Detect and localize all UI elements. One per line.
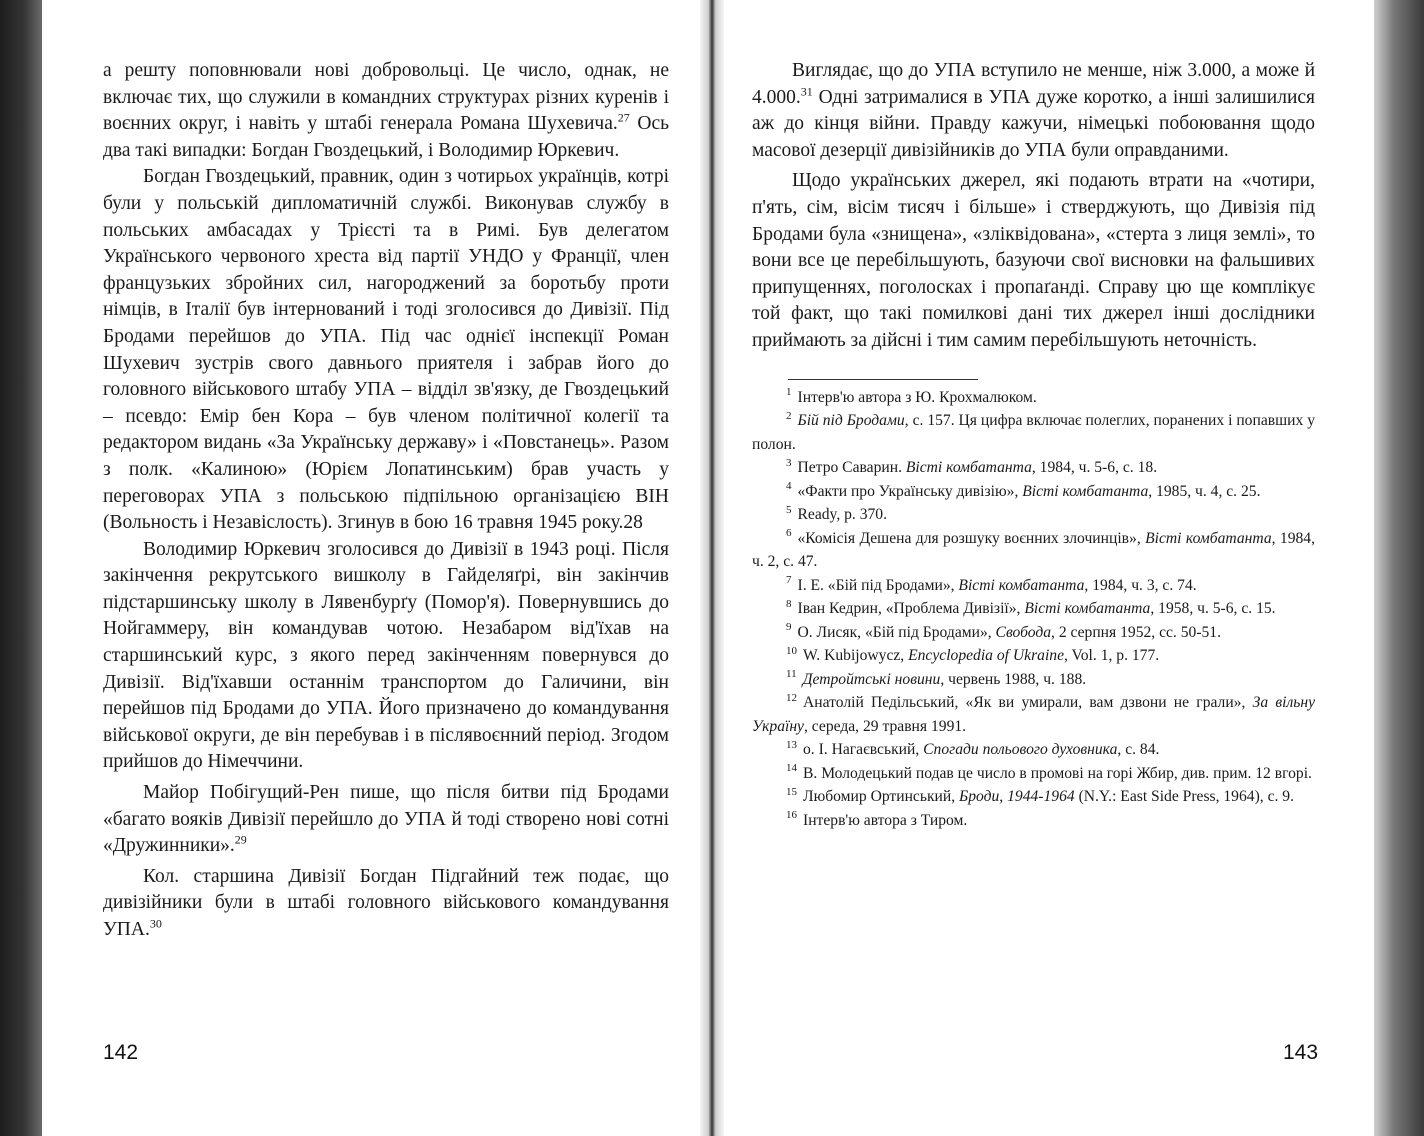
footnote-text: , 2 серпня 1952, сс. 50-51. [1051,623,1222,641]
footnote-text: В. Молодецький подав це число в промові на горі Жбир, див. прим. 12 вгорі. [803,764,1312,782]
footnote-title: Вісті комбатанта [905,459,1032,477]
footnote-1 [752,386,1315,410]
footnote-number: 6 [786,527,792,540]
page-number-left: 142 [103,1041,139,1064]
footnote-9 [752,621,1315,645]
footnote-number: 14 [786,762,797,775]
footnote-number: 2 [786,409,792,422]
footnote-number: 15 [786,785,797,798]
footnotes [752,386,1315,833]
footnote-number: 9 [786,621,792,634]
footnote-title: Спогади польового духовника [923,741,1118,759]
footnote-text: , червень 1988, ч. 188. [940,670,1087,688]
footnote-16 [752,809,1315,833]
footnote-number: 8 [786,597,792,610]
footnote-4 [752,480,1315,504]
footnote-title: Вісті комбатанта [1024,600,1151,618]
footnote-text: , с. 157. Ця цифра включає полеглих, поранених і попавших у полон. [752,412,1315,453]
footnote-text: , Vol. 1, p. 177. [1064,647,1160,665]
footnote-text: W. Kubijowycz, [803,647,909,665]
footnote-separator [788,379,978,380]
footnote-number: 7 [786,574,792,587]
footnote-number: 16 [786,809,797,822]
footnote-title: Броди, 1944-1964 [959,788,1075,806]
footnote-6 [752,527,1315,574]
footnote-15 [752,785,1315,809]
left-paragraph-5: Кол. старшина Дивізії Богдан Підгайний теж подає, що дивізійники були в штабі головного військового командування УПА.$^{30}$ [103,865,669,940]
scan-edge-left [0,0,42,1136]
footnote-title: Вісті комбатанта [958,576,1085,594]
footnote-11 [752,668,1315,692]
footnote-text: (N.Y.: East Side Press, 1964), с. 9. [1074,788,1294,806]
right-paragraph-1: Виглядає, що до УПА вступило не менше, ніж 3.000, а може й 4.000.31 Одні затрималися в УПА дуже коротко, а інші залишилися аж до кінця війни. Правду кажучи, німецькі побоювання щодо масової дезерції дивізійників до УПА були оправданими. [752,60,1315,161]
footnote-number: 12 [786,691,797,704]
footnote-5 [752,503,1315,527]
footnote-text: Іван Кедрин, «Проблема Дивізії», [797,600,1025,618]
footnote-number: 13 [786,738,797,751]
footnote-title: За вільну Україну [752,694,1316,735]
footnote-title: Вісті комбатанта [1022,482,1149,500]
footnote-14 [752,762,1315,786]
footnote-text: «Факти про Українську дивізію», [797,482,1023,500]
left-paragraph-3: Володимир Юркевич зголосився до Дивізії в 1943 році. Після закінчення рекрутського вишколу в Гайделяґрі, він закінчив підстаршинську школу в Лявенбурґу (Помор'я). Повернувшись до Нойгаммеру, він командував чотою. Незабаром від'їхав на старшинський курс, з якого перед закінченням повернувся до Дивізії. Від'їхавши останнім транспортом до Галичини, він перейшов під Бродами до УПА. Його призначено до командування військової округи, де він перебував і в післявоєнний період. Згодом прийшов до Німеччини. [103,538,669,773]
footnote-title: Encyclopedia of Ukraine [908,647,1064,665]
footnote-text: , 1985, ч. 4, с. 25. [1148,482,1261,500]
left-page [103,58,669,944]
footnote-3 [752,456,1315,480]
footnote-12 [752,691,1315,738]
left-paragraph-2: Богдан Гвоздецький, правник, один з чотирьох українців, котрі були у польській дипломатичній службі. Виконував службу в польських амбасадах у Трієсті та в Римі. Був делегатом Українського червоного хреста від партії УНДО у Франції, член французьких збройних сил, нагороджений за боротьбу проти німців, в Італії був інтернований і тоді зголосився до Дивізії. Під Бродами перейшов до УПА. Під час однієї інспекції Роман Шухевич зустрів свого давнього приятеля і забрав його до головного військового штабу УПА – відділ зв'язку, де Гвоздецький – псевдо: Емір бен Кора – був членом політичної колегії та редактором видань «За Українську державу» і «Повстанець». Разом з полк. «Калиною» (Юрієм Лопатинським) брав участь у переговорах УПА з польською підпільною організацією ВІН (Вольность і Незавіслость). Згинув в бою 16 травня 1945 року.28 [103,166,669,534]
footnote-title: Бій під Бродами [797,412,905,430]
footnote-text: Любомир Ортинський, [803,788,960,806]
footnote-number: 1 [786,386,792,399]
footnote-number: 4 [786,480,792,493]
footnote-text: О. Лисяк, «Бій під Бродами», [797,623,996,641]
footnote-text: Інтерв'ю автора з Ю. Крохмалюком. [797,388,1037,406]
footnote-text: , с. 84. [1117,741,1160,759]
footnote-number: 3 [786,456,792,469]
footnote-13 [752,738,1315,762]
footnote-text: Інтерв'ю автора з Тиром. [803,811,968,829]
footnote-text: , 1958, ч. 5-6, с. 15. [1150,600,1276,618]
footnote-title: Вісті комбатанта [1145,529,1272,547]
footnote-7 [752,574,1315,598]
footnote-8 [752,597,1315,621]
footnote-text: , 1984, ч. 5-6, с. 18. [1031,459,1158,477]
page-number-right: 143 [1283,1041,1319,1064]
footnote-2 [752,409,1315,456]
footnote-text: Анатолій Педільський, «Як ви умирали, вам дзвони не грали», [803,694,1253,712]
left-paragraph-4: Майор Побігущий-Рен пише, що після битви під Бродами «багато вояків Дивізії перейшло до УПА й тоді створено нові сотні «Дружинники».$^{29}$ [103,782,669,857]
footnote-text: о. І. Нагаєвський, [803,741,924,759]
scan-edge-right [1374,0,1424,1136]
footnote-number: 5 [786,503,792,516]
footnote-text: , 1984, ч. 2, с. 47. [752,529,1315,571]
right-page [752,58,1315,832]
footnote-text: , середа, 29 травня 1991. [803,717,967,735]
footnote-text: «Комісія Дешена для розшуку воєнних злочинців», [797,529,1146,547]
left-paragraph-1: а решту поповнювали нові добровольці. Це число, однак, не включає тих, що служили в командних структурах різних куренів і воєнних округ, і навіть у штабі генерала Романа Шухевича.$^{27}$ Ось два такі випадки: Богдан Гвоздецький, і Володимир Юркевич. [103,60,670,161]
footnote-text: І. Е. «Бій під Бродами», [797,576,959,594]
footnote-number: 11 [786,668,797,681]
footnote-title: Свобода [995,623,1052,641]
footnote-10 [752,644,1315,668]
book-gutter [700,0,724,1136]
footnote-text: Ready, p. 370. [797,506,888,524]
footnote-number: 10 [786,644,797,657]
footnote-text: , 1984, ч. 3, с. 74. [1084,576,1197,594]
footnote-text: Петро Саварин. [797,459,906,477]
right-paragraph-2: Щодо українських джерел, які подають втрати на «чотири, п'ять, сім, вісім тисяч і більше» і стверджують, що Дивізія під Бродами була «знищена», «зліквідована», «стерта з лиця землі», то вони все це перебільшують, базуючи свої висновки на фальшивих припущеннях, поголосках і пропаґанді. Справу цю ще комплікує той факт, що такі помилкові дані тих джерел інші дослідники приймають за дійсні і тим самим перебільшують неточність. [752,170,1315,351]
footnote-title: Детройтські новини [802,670,941,688]
